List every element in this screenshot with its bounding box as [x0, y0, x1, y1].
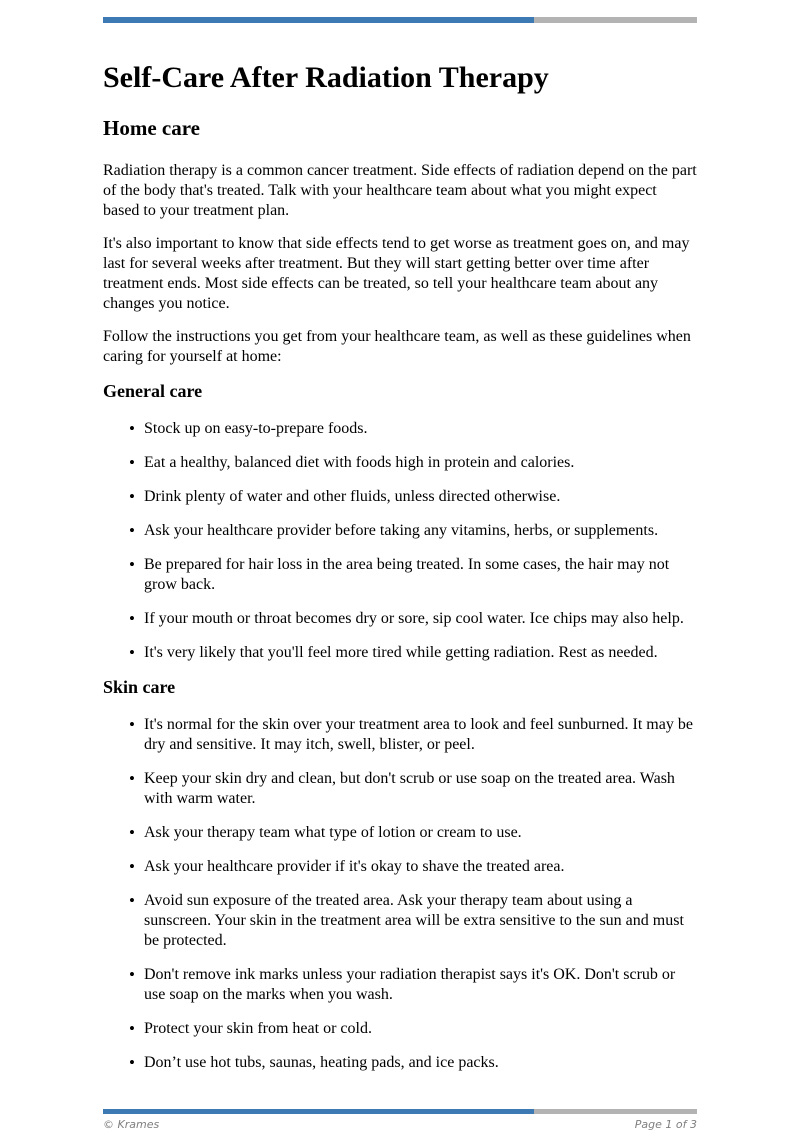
- bullet-item: • Keep your skin dry and clean, but don't scrub or use soap on the treated area. Wash with warm water.: [103, 769, 697, 809]
- section-heading: General care: [103, 381, 203, 402]
- bullet-item: • Eat a healthy, balanced diet with foods high in protein and calories.: [103, 453, 697, 473]
- page-footer: [103, 1109, 697, 1131]
- top-accent-bar-gray: [534, 17, 697, 23]
- top-accent-bar-blue: [103, 17, 534, 23]
- footer-accent-bar-gray: [534, 1109, 697, 1114]
- bullet-item: • Drink plenty of water and other fluids, unless directed otherwise.: [103, 487, 697, 507]
- footer-accent-bar: [103, 1109, 697, 1114]
- bullet-item: • Stock up on easy-to-prepare foods.: [103, 419, 697, 439]
- top-accent-bar: [103, 17, 697, 23]
- bullet-item: • Be prepared for hair loss in the area being treated. In some cases, the hair may not grow back.: [103, 555, 697, 595]
- bullet-item: • Don’t use hot tubs, saunas, heating pads, and ice packs.: [103, 1053, 697, 1073]
- footer-page-indicator: Page 1 of 3: [634, 1118, 697, 1131]
- bullet-item: • Don't remove ink marks unless your radiation therapist says it's OK. Don't scrub or use soap on the marks when you wash.: [103, 965, 697, 1005]
- footer-accent-bar-blue: [103, 1109, 534, 1114]
- footer-copyright: © Krames: [103, 1118, 160, 1131]
- bullet-item: • Ask your healthcare provider before taking any vitamins, herbs, or supplements.: [103, 521, 697, 541]
- intro-paragraph: Follow the instructions you get from your healthcare team, as well as these guidelines when caring for yourself at home:: [103, 328, 691, 366]
- bullet-item: • Protect your skin from heat or cold.: [103, 1019, 697, 1039]
- section-heading: Skin care: [103, 677, 176, 698]
- bullet-item: • It's very likely that you'll feel more tired while getting radiation. Rest as needed.: [103, 643, 697, 663]
- bullet-item: • It's normal for the skin over your treatment area to look and feel sunburned. It may be dry and sensitive. It may itch, swell, blister, or peel.: [103, 715, 697, 755]
- bullet-item: • Ask your therapy team what type of lotion or cream to use.: [103, 823, 697, 843]
- bullet-list: [103, 715, 697, 1073]
- bullet-item: • If your mouth or throat becomes dry or sore, sip cool water. Ice chips may also help.: [103, 609, 697, 629]
- bullet-item: • Avoid sun exposure of the treated area. Ask your therapy team about using a sunscreen. Your skin in the treatment area will be extra sensitive to the sun and must be protected.: [103, 891, 697, 951]
- sections: [103, 381, 697, 1073]
- intro-paragraph: It's also important to know that side effects tend to get worse as treatment goes on, and may last for several weeks after treatment. But they will start getting better over time after treatment ends. Most side effects can be treated, so tell your healthcare team about any changes you notice.: [103, 235, 690, 313]
- intro-paragraphs: [103, 161, 697, 367]
- page-title: Self-Care After Radiation Therapy: [103, 61, 549, 94]
- intro-paragraph: Radiation therapy is a common cancer treatment. Side effects of radiation depend on the part of the body that's treated. Talk with your healthcare team about what you might expect based to your treatment plan.: [103, 162, 697, 220]
- bullet-list: [103, 419, 697, 663]
- bullet-item: • Ask your healthcare provider if it's okay to shave the treated area.: [103, 857, 697, 877]
- footer-row: [103, 1118, 697, 1131]
- section-title-home-care: Home care: [103, 116, 200, 140]
- page-content: [0, 17, 800, 1073]
